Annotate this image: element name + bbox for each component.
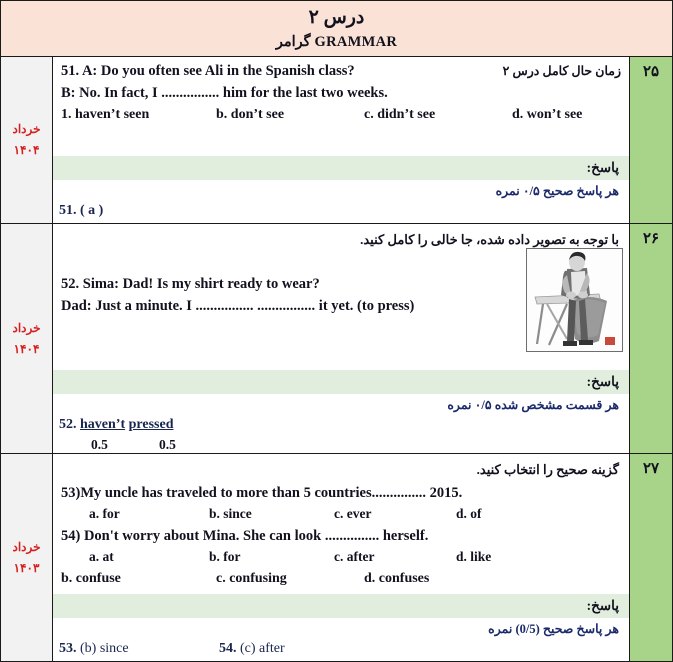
row-number: ۲۶ [642, 230, 660, 247]
answer-note: هر پاسخ صحیح (0/5) نمره [53, 618, 629, 639]
choice-option[interactable]: a. for [89, 505, 120, 521]
answer-label: پاسخ: [53, 370, 629, 394]
page-subtitle: GRAMMAR گرامر [275, 33, 398, 50]
date-month: خرداد [12, 321, 41, 336]
instruction-text: گزینه صحیح را انتخاب کنید. [476, 462, 619, 478]
answer-key-value: (b) since [80, 641, 129, 656]
choice-option[interactable]: d. won’t see [512, 107, 583, 123]
answer-note: هر قسمت مشخص شده ۰/۵ نمره [53, 394, 629, 415]
question-content [53, 224, 629, 454]
row-number-cell [629, 57, 672, 223]
instruction-text: با توجه به تصویر داده شده، جا خالی را کامل کنید. [360, 231, 619, 247]
answer-key [53, 639, 629, 661]
answer-key-word-2: pressed [128, 417, 174, 433]
answer-label: پاسخ: [53, 594, 629, 618]
question-text-52a: 52. Sima: Dad! Is my shirt ready to wear? [61, 276, 320, 293]
date-cell [1, 224, 53, 454]
answer-key-number: 53. [59, 641, 77, 656]
question-content [53, 454, 629, 661]
answer-key [53, 415, 629, 437]
date-cell [1, 57, 53, 223]
date-month: خرداد [12, 540, 41, 555]
row-number-cell [629, 224, 672, 454]
choice-option[interactable]: c. confusing [216, 570, 287, 586]
question-text-52b: Dad: Just a minute. I ................ ................ it yet. (to press) [61, 298, 415, 315]
answer-block [53, 594, 629, 661]
answer-note: هر پاسخ صحیح ۰/۵ نمره [53, 180, 629, 201]
question-body [53, 57, 629, 156]
answer-block [53, 156, 629, 223]
answer-scores [53, 437, 629, 453]
answer-key-value: ( a ) [80, 202, 104, 218]
table-row [1, 224, 672, 455]
score-value: 0.5 [159, 437, 176, 453]
answer-key-number: 51. [59, 202, 77, 218]
table-row [1, 454, 672, 661]
row-number: ۲۵ [642, 64, 660, 80]
questions-table [1, 57, 672, 661]
choices-51 [61, 104, 621, 125]
choice-option[interactable]: b. since [209, 505, 252, 521]
choice-option[interactable]: 1. haven’t seen [61, 107, 150, 123]
answer-key-number: 54. [219, 641, 237, 656]
question-content [53, 57, 629, 223]
choice-option[interactable]: b. don’t see [216, 107, 285, 123]
choice-option[interactable]: b. confuse [61, 570, 121, 586]
answer-block [53, 370, 629, 453]
question-body [53, 224, 629, 371]
question-line-with-note [61, 60, 621, 82]
choice-option[interactable]: b. for [209, 548, 241, 564]
instruction-note: زمان حال کامل درس ۲ [502, 64, 621, 78]
row-number: ۲۷ [642, 461, 660, 478]
choice-option[interactable]: c. didn’t see [364, 107, 436, 123]
date-year: ۱۴۰۳ [13, 560, 40, 575]
answer-key-value: (c) after [240, 641, 285, 656]
answer-key-54 [219, 641, 285, 657]
choice-option[interactable]: d. confuses [364, 570, 430, 586]
answer-key-53 [59, 641, 219, 657]
answer-key-number: 52. [59, 417, 77, 433]
choice-option[interactable]: c. ever [334, 505, 372, 521]
question-text-51a: 51. A: Do you often see Ali in the Spanish class? [61, 63, 355, 79]
question-text-53: 53)My uncle has traveled to more than 5 countries............... 2015. [61, 484, 463, 501]
date-year: ۱۴۰۴ [13, 341, 40, 356]
answer-label: پاسخ: [53, 156, 629, 180]
choices-54 [61, 547, 621, 568]
page-title: درس ۲ [308, 7, 365, 28]
date-year: ۱۴۰۴ [13, 142, 40, 157]
date-month: خرداد [12, 122, 41, 137]
question-body [53, 454, 629, 594]
choice-option[interactable]: d. of [456, 505, 482, 521]
choices-53 [61, 504, 621, 525]
question-text-54: 54) Don't worry about Mina. She can look ............... herself. [61, 527, 429, 544]
answer-key-word-1: haven’t [80, 417, 126, 433]
score-value: 0.5 [91, 437, 108, 453]
page-header [1, 1, 672, 57]
table-row [1, 57, 672, 224]
choice-option[interactable]: d. like [456, 548, 492, 564]
answer-key [53, 201, 629, 223]
date-cell [1, 454, 53, 661]
row-number-cell [629, 454, 672, 661]
question-text-51b: B: No. In fact, I ................ him for the last two weeks. [61, 85, 388, 102]
extra-choices [61, 568, 621, 589]
choice-option[interactable]: a. at [89, 548, 114, 564]
choice-option[interactable]: c. after [334, 548, 375, 564]
man-ironing-photo [526, 248, 623, 352]
